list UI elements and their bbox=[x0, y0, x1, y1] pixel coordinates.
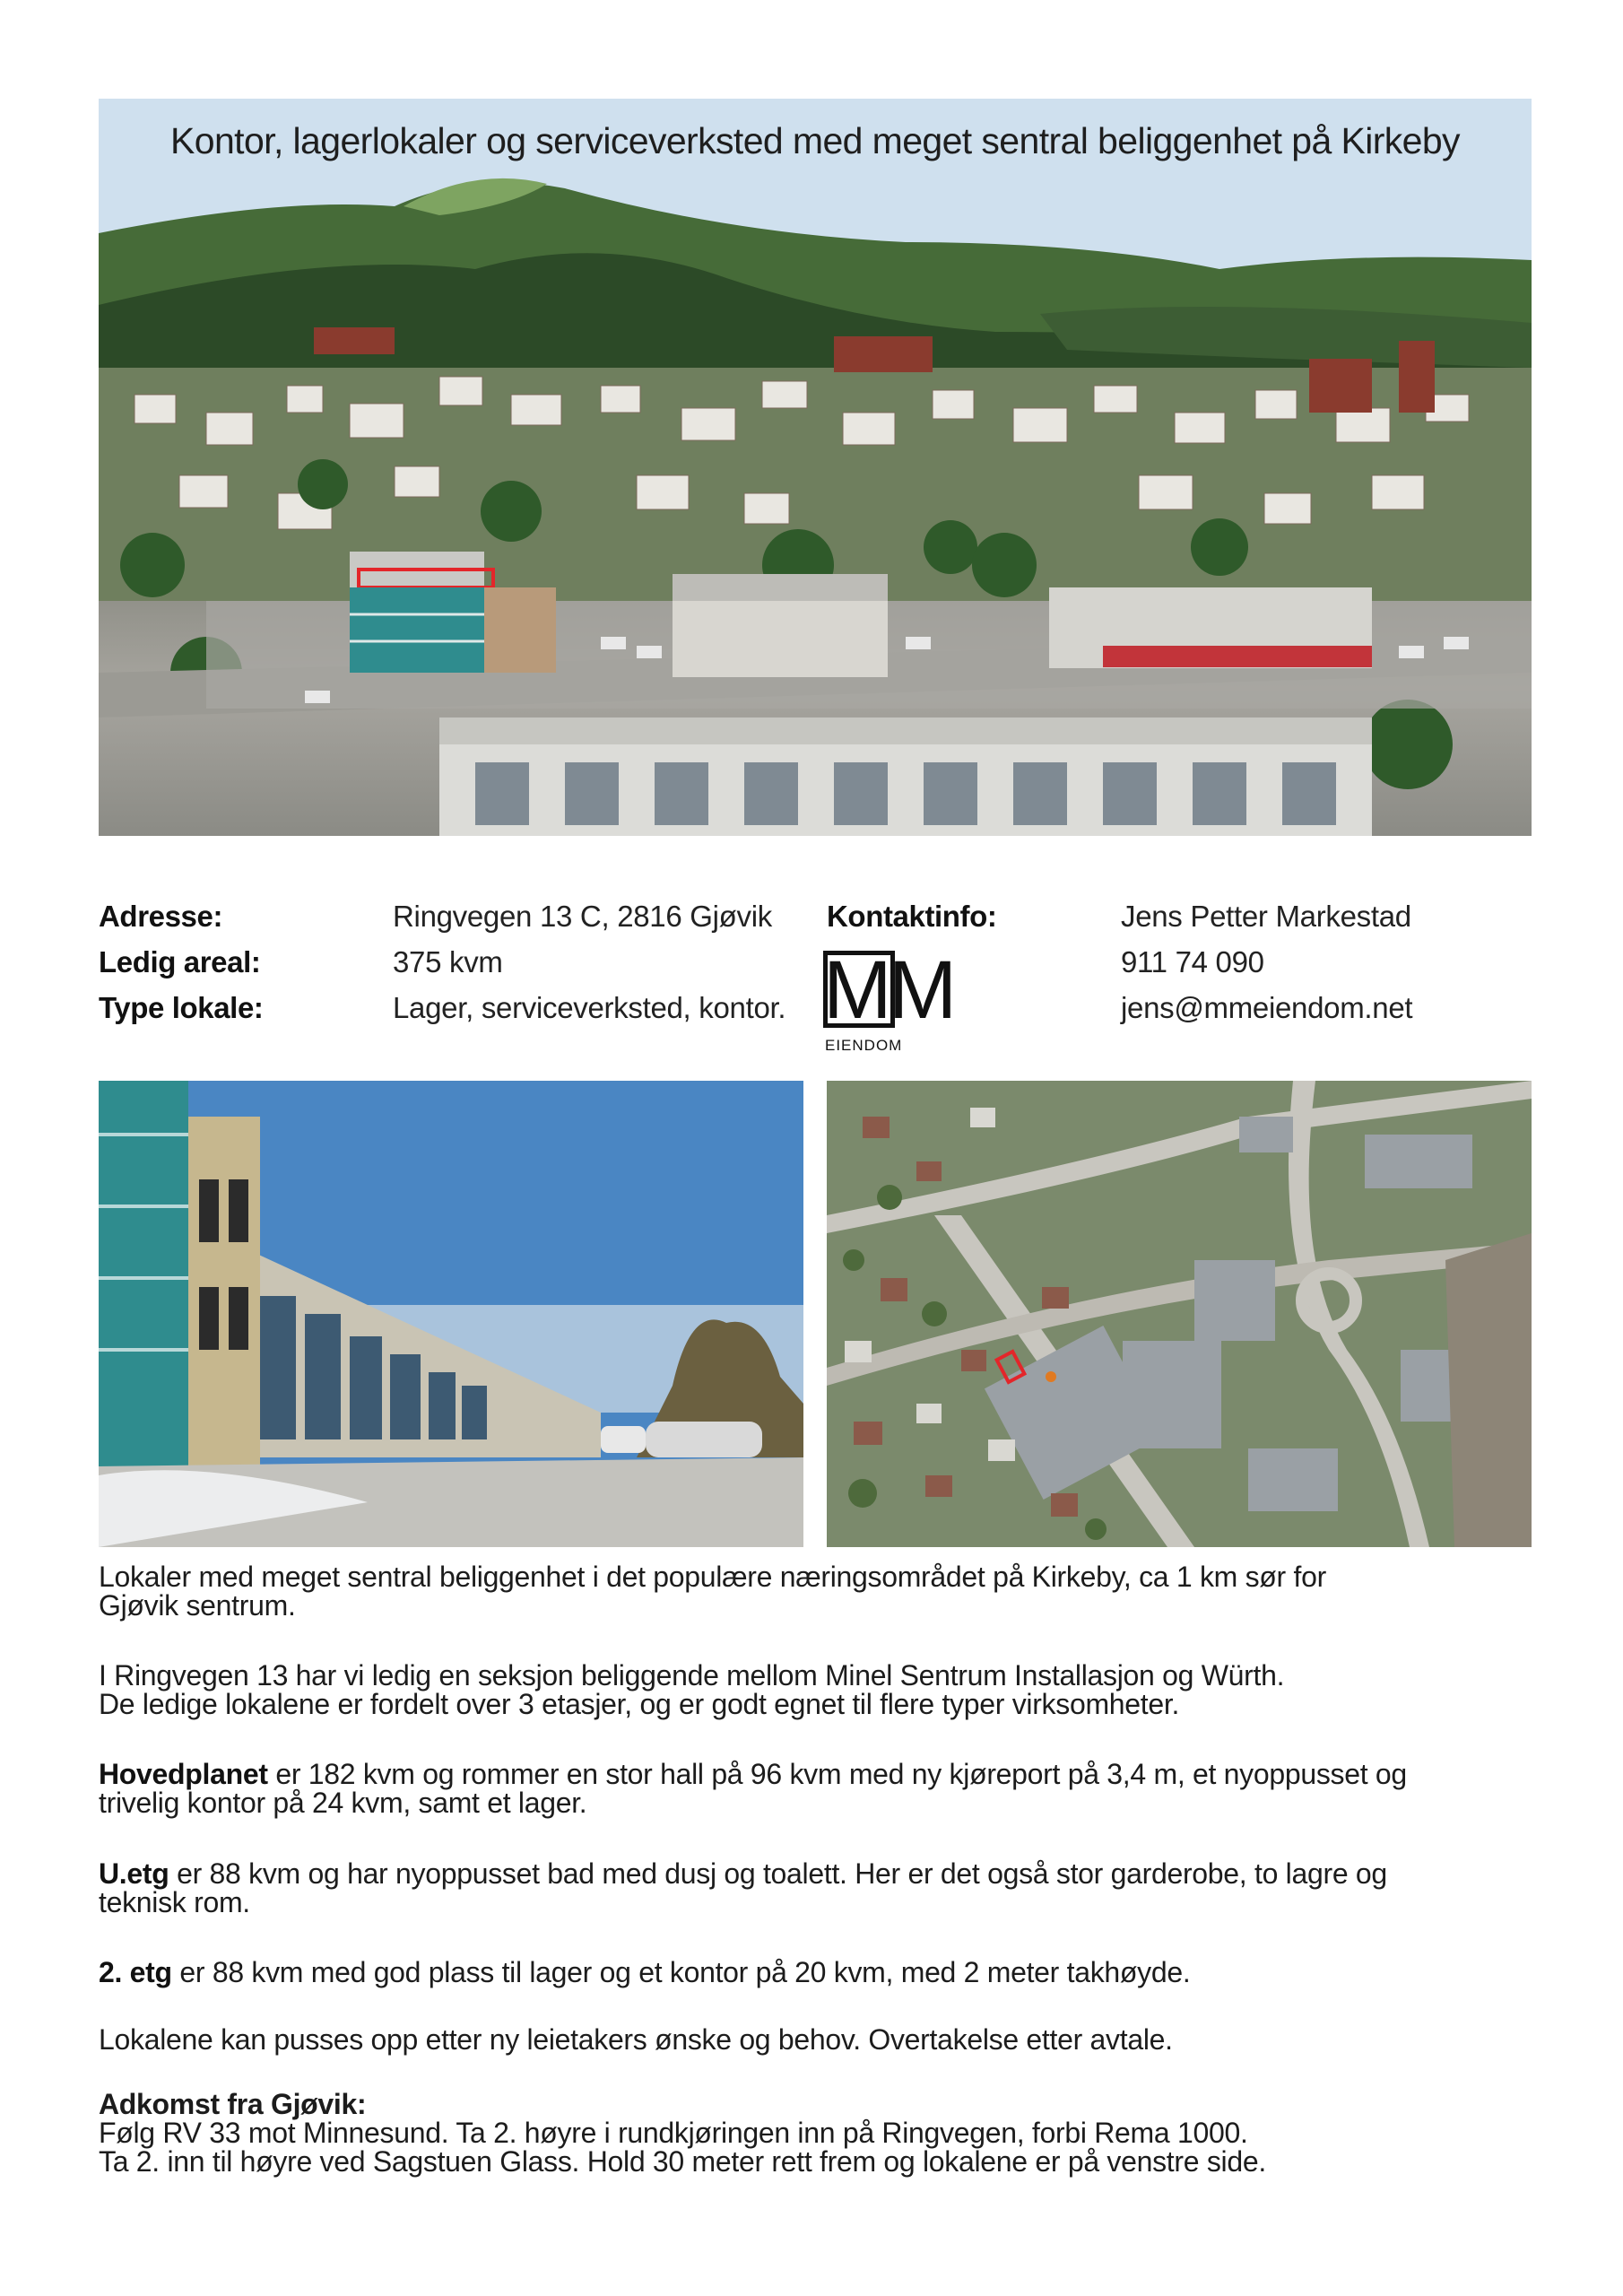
mm-eiendom-logo bbox=[823, 944, 974, 1055]
basement-paragraph bbox=[99, 1859, 1542, 1917]
basement-label: U.etg bbox=[99, 1857, 169, 1890]
hero-title: Kontor, lagerlokaler og serviceverksted med meget sentral beliggenhet på Kirkeby bbox=[170, 120, 1460, 161]
second-floor-label: 2. etg bbox=[99, 1956, 172, 1988]
contact-email[interactable]: jens@mmeiendom.net bbox=[1121, 991, 1413, 1024]
hero-aerial-photo bbox=[99, 99, 1532, 836]
aerial-photo-illustration bbox=[99, 99, 1532, 836]
directions-line-1: Følg RV 33 mot Minnesund. Ta 2. høyre i rundkjøringen inn på Ringvegen, forbi Rema 1000. bbox=[99, 2117, 1248, 2149]
closing-paragraph bbox=[99, 2025, 1542, 2054]
contact-name: Jens Petter Markestad bbox=[1121, 900, 1411, 933]
basement-line-1: er 88 kvm og har nyoppusset bad med dusj og toalett. Her er det også stor garderobe, to lagre og bbox=[169, 1857, 1387, 1890]
available-area-value: 375 kvm bbox=[393, 945, 503, 978]
main-floor-paragraph bbox=[99, 1760, 1542, 1817]
intro-line-1: Lokaler med meget sentral beliggenhet i det populære næringsområdet på Kirkeby, ca 1 km sør for bbox=[99, 1561, 1326, 1593]
section-paragraph bbox=[99, 1661, 1542, 1718]
premises-type-label: Type lokale: bbox=[99, 991, 264, 1024]
second-floor-paragraph bbox=[99, 1958, 1542, 1987]
contact-phone[interactable]: 911 74 090 bbox=[1121, 945, 1264, 978]
location-pin-icon bbox=[1046, 1371, 1056, 1382]
directions-paragraph bbox=[99, 2090, 1542, 2176]
section-line-1: I Ringvegen 13 har vi ledig en seksjon beliggende mellom Minel Sentrum Installasjon og Würth. bbox=[99, 1659, 1285, 1692]
contact-info-label: Kontaktinfo: bbox=[827, 900, 997, 933]
basement-line-2: teknisk rom. bbox=[99, 1886, 250, 1918]
address-label: Adresse: bbox=[99, 900, 223, 933]
logo-subtitle: EIENDOM bbox=[825, 1037, 903, 1054]
building-photo-illustration bbox=[99, 1081, 803, 1547]
section-line-2: De ledige lokalene er fordelt over 3 etasjer, og er godt egnet til flere typer virksomheter. bbox=[99, 1688, 1180, 1720]
building-photo bbox=[99, 1081, 803, 1547]
second-floor-line-1: er 88 kvm med god plass til lager og et kontor på 20 kvm, med 2 meter takhøyde. bbox=[171, 1956, 1191, 1988]
logo-letters: MM bbox=[823, 944, 954, 1036]
directions-line-2: Ta 2. inn til høyre ved Sagstuen Glass. Hold 30 meter rett frem og lokalene er på venstre side. bbox=[99, 2145, 1266, 2178]
main-floor-line-1: er 182 kvm og rommer en stor hall på 96 kvm med ny kjøreport på 3,4 m, et nyoppusset og bbox=[267, 1758, 1407, 1790]
main-floor-line-2: trivelig kontor på 24 kvm, samt et lager. bbox=[99, 1787, 587, 1819]
satellite-map bbox=[827, 1081, 1532, 1547]
main-floor-label: Hovedplanet bbox=[99, 1758, 268, 1790]
available-area-label: Ledig areal: bbox=[99, 945, 261, 978]
address-value: Ringvegen 13 C, 2816 Gjøvik bbox=[393, 900, 772, 933]
intro-line-2: Gjøvik sentrum. bbox=[99, 1589, 296, 1622]
premises-type-value: Lager, serviceverksted, kontor. bbox=[393, 991, 786, 1024]
directions-heading: Adkomst fra Gjøvik: bbox=[99, 2088, 367, 2120]
intro-paragraph bbox=[99, 1562, 1542, 1620]
closing-line: Lokalene kan pusses opp etter ny leietakers ønske og behov. Overtakelse etter avtale. bbox=[99, 2023, 1173, 2056]
satellite-map-illustration bbox=[827, 1081, 1532, 1547]
